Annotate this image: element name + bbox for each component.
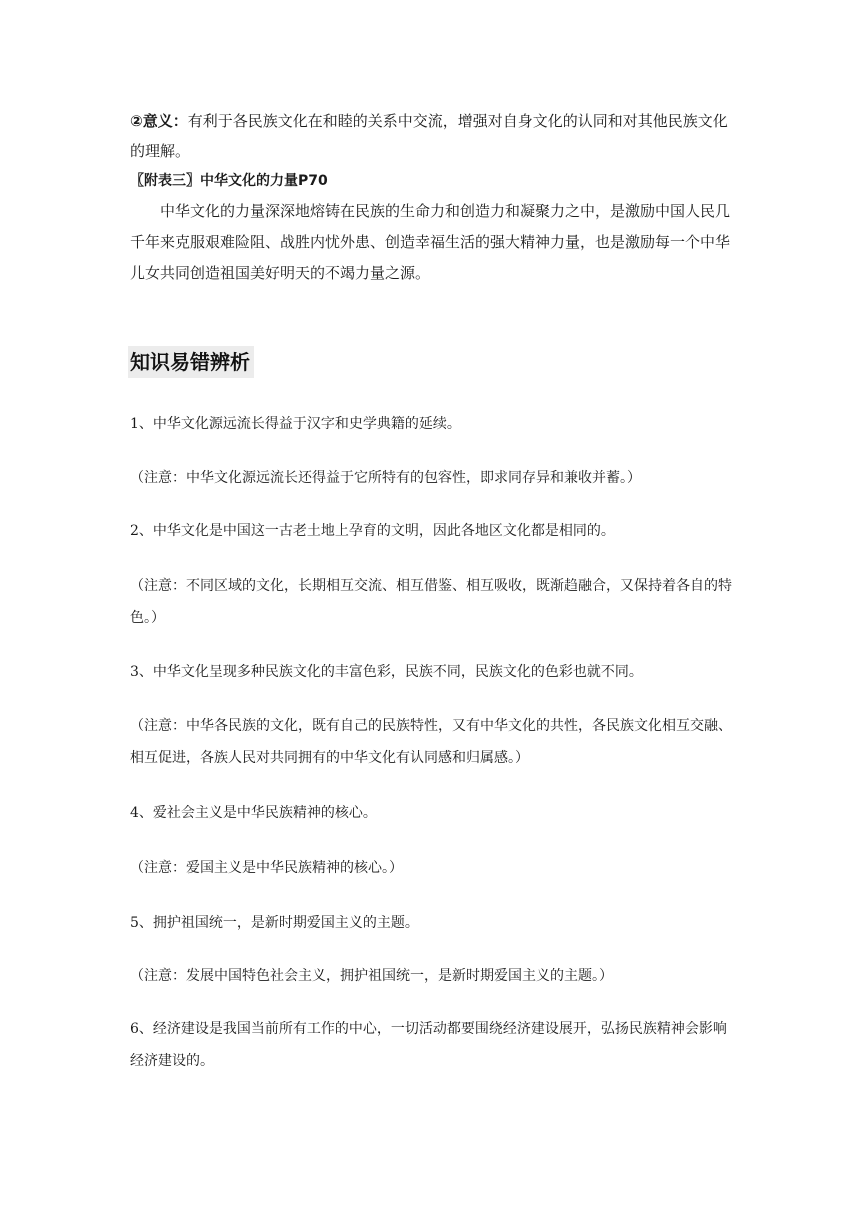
meaning-text: 有利于各民族文化在和睦的关系中交流，增强对自身文化的认同和对其他民族文化的理解。 bbox=[130, 112, 728, 160]
list-item: 3、中华文化呈现多种民族文化的丰富色彩，民族不同，民族文化的色彩也就不同。 bbox=[130, 664, 643, 680]
list-item: 5、拥护祖国统一，是新时期爱国主义的主题。 bbox=[130, 915, 419, 931]
appendix-paragraph: 中华文化的力量深深地熔铸在民族的生命力和创造力和凝聚力之中，是激励中国人民几千年来克服艰难险阻、战胜内忧外患、创造幸福生活的强大精神力量，也是激励每一个中华儿女共同创造祖国美好明天的不竭力量之源。 bbox=[130, 202, 731, 282]
meaning-paragraph bbox=[130, 106, 732, 166]
appendix-title: 〖附表三〗中华文化的力量P70 bbox=[130, 173, 328, 189]
list-item: 4、爱社会主义是中华民族精神的核心。 bbox=[130, 805, 377, 821]
list-item: （注意：爱国主义是中华民族精神的核心。） bbox=[130, 860, 403, 876]
intro-block bbox=[130, 106, 732, 289]
list-item: （注意：发展中国特色社会主义，拥护祖国统一，是新时期爱国主义的主题。） bbox=[130, 968, 613, 984]
list-item: 2、中华文化是中国这一古老土地上孕育的文明，因此各地区文化都是相同的。 bbox=[130, 523, 615, 539]
list-item: 1、中华文化源远流长得益于汉字和史学典籍的延续。 bbox=[130, 416, 461, 432]
meaning-label: ②意义： bbox=[130, 112, 188, 130]
list-item: 6、经济建设是我国当前所有工作的中心，一切活动都要围绕经济建设展开，弘扬民族精神会影响经济建设的。 bbox=[130, 1021, 727, 1069]
list-item: （注意：不同区域的文化，长期相互交流、相互借鉴、相互吸收，既渐趋融合，又保持着各自的特色。） bbox=[130, 578, 732, 626]
section-heading: 知识易错辨析 bbox=[128, 346, 254, 378]
list-item: （注意：中华各民族的文化，既有自己的民族特性，又有中华文化的共性，各民族文化相互交融、相互促进，各族人民对共同拥有的中华文化有认同感和归属感。） bbox=[130, 718, 732, 766]
list-item: （注意：中华文化源远流长还得益于它所特有的包容性，即求同存异和兼收并蓄。） bbox=[130, 470, 641, 486]
